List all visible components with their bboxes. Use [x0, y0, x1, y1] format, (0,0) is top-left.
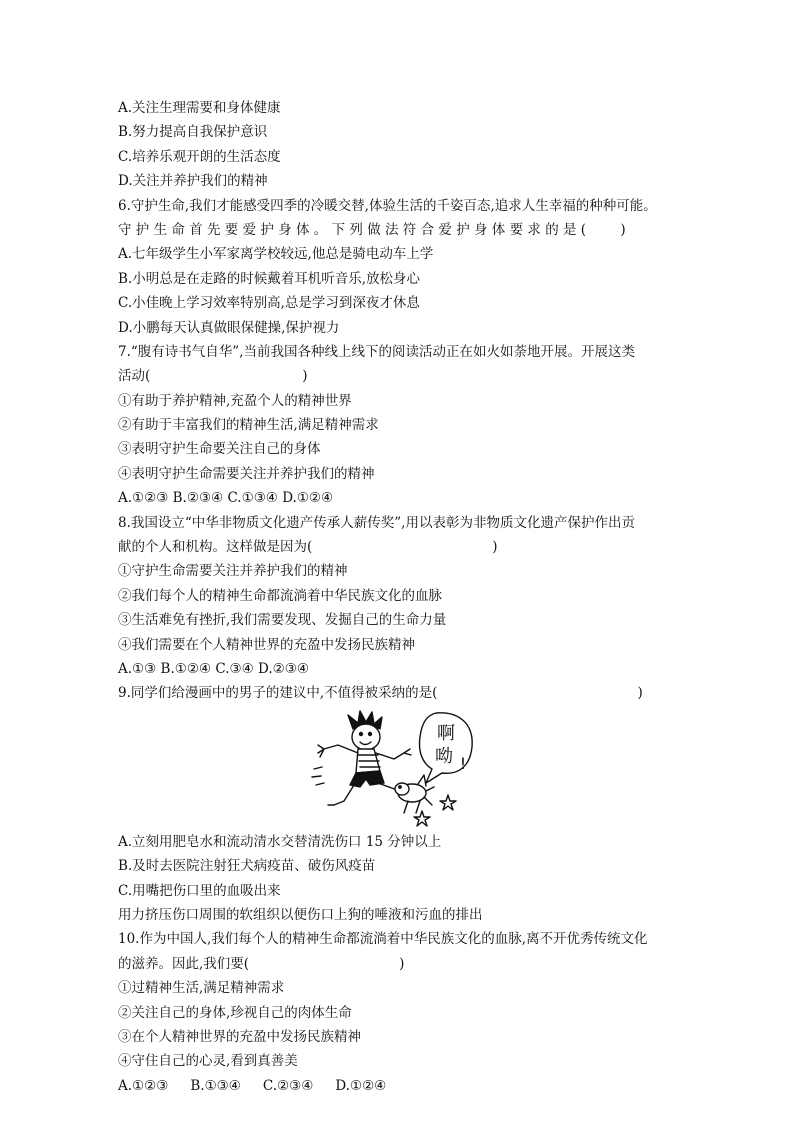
q7-item-3: ③表明守护生命要关注自己的身体: [118, 441, 321, 458]
question-5-options: [118, 96, 688, 194]
q10-choice-b: B.①③④: [190, 1077, 241, 1094]
q6-stem-line1: 6.守护生命,我们才能感受四季的冷暖交替,体验生活的千姿百态,追求人生幸福的种种可能。: [118, 197, 657, 214]
q7-item-2: ②有助于丰富我们的精神生活,满足精神需求: [118, 417, 379, 434]
q10-item-1: ①过精神生活,满足精神需求: [118, 980, 285, 997]
q8-item-1: ①守护生命需要关注并养护我们的精神: [118, 563, 348, 580]
q5-option-c: C.培养乐观开朗的生活态度: [118, 148, 281, 165]
question-9: [118, 681, 688, 927]
q10-stem-line1: 10.作为中国人,我们每个人的精神生命都流淌着中华民族文化的血脉,离不开优秀传统文化: [118, 931, 648, 948]
q9-stem: [118, 681, 688, 705]
q6-option-a: A.七年级学生小军家离学校较远,他总是骑电动车上学: [118, 246, 434, 263]
q7-item-1: ①有助于养护精神,充盈个人的精神世界: [118, 392, 352, 409]
q10-item-3: ③在个人精神世界的充盈中发扬民族精神: [118, 1028, 361, 1045]
q5-option-d: D.关注并养护我们的精神: [118, 173, 268, 190]
q9-option-a: A.立刻用肥皂水和流动清水交替清洗伤口 15 分钟以上: [118, 833, 442, 850]
q10-choice-d: D.①②④: [335, 1077, 387, 1094]
q7-paren-close: ): [302, 368, 308, 385]
q10-stem-text: 的滋养。因此,我们要(: [118, 955, 250, 972]
question-10: [118, 927, 688, 1098]
q8-item-3: ③生活难免有挫折,我们需要发现、发掘自己的生命力量: [118, 612, 447, 629]
q7-stem-line1: 7.“腹有诗书气自华”,当前我国各种线上线下的阅读活动正在如火如荼地开展。开展这类: [118, 343, 635, 360]
question-6: [118, 194, 688, 340]
q5-option-a: A.关注生理需要和身体健康: [118, 100, 281, 116]
dog-bite-cartoon: [118, 709, 688, 827]
q6-stem-text: 守护生命首先要爱护身体。下列做法符合爱护身体要求的是(: [118, 221, 591, 238]
q10-item-2: ②关注自己的身体,珍视自己的肉体生命: [118, 1004, 352, 1021]
q6-option-d: D.小鹏每天认真做眼保健操,保护视力: [118, 319, 340, 336]
q6-option-b: B.小明总是在走路的时候戴着耳机听音乐,放松身心: [118, 270, 421, 287]
q9-option-d: 用力挤压伤口周围的软组织以便伤口上狗的唾液和污血的排出: [118, 906, 483, 923]
q8-paren-close: ): [492, 539, 498, 556]
cartoon-text-3: !: [459, 753, 467, 773]
cartoon-illustration: [308, 709, 478, 827]
q10-choice-c: C.②③④: [262, 1077, 314, 1094]
q8-item-2: ②我们每个人的精神生命都流淌着中华民族文化的血脉: [118, 587, 442, 604]
q10-stem-line2: [118, 952, 688, 976]
q8-choices: A.①③ B.①②④ C.③④ D.②③④: [118, 660, 309, 677]
q6-paren-close: ): [620, 221, 626, 238]
q6-stem-line2: [118, 218, 688, 242]
q9-stem-text: 9.同学们给漫画中的男子的建议中,不值得被采纳的是(: [118, 685, 438, 702]
cartoon-text-2: 呦: [435, 745, 453, 767]
q10-choices: [118, 1074, 688, 1098]
q8-item-4: ④我们需要在个人精神世界的充盈中发扬民族精神: [118, 636, 415, 653]
q5-option-b: B.努力提高自我保护意识: [118, 124, 268, 141]
q7-item-4: ④表明守护生命需要关注并养护我们的精神: [118, 465, 375, 482]
q7-stem-text: 活动(: [118, 368, 151, 385]
q8-stem-line2: [118, 535, 688, 559]
q8-stem-line1: 8.我国设立“中华非物质文化遗产传承人薪传奖”,用以表彰为非物质文化遗产保护作出贡: [118, 514, 635, 531]
q7-choices: A.①②③ B.②③④ C.①③④ D.①②④: [118, 490, 334, 507]
q9-paren-close: ): [637, 685, 643, 702]
q7-stem-line2: [118, 364, 688, 388]
q9-option-b: B.及时去医院注射狂犬病疫苗、破伤风疫苗: [118, 858, 376, 875]
question-8: [118, 511, 688, 682]
q8-stem-text: 献的个人和机构。这样做是因为(: [118, 539, 313, 556]
exam-page: [118, 96, 688, 1098]
q9-option-c: C.用嘴把伤口里的血吸出来: [118, 882, 281, 899]
q10-choice-a: A.①②③: [118, 1077, 169, 1094]
q10-paren-close: ): [399, 955, 405, 972]
question-7: [118, 340, 688, 511]
q6-option-c: C.小佳晚上学习效率特别高,总是学习到深夜才休息: [118, 295, 420, 312]
q10-item-4: ④守住自己的心灵,看到真善美: [118, 1053, 298, 1070]
cartoon-text-1: 啊: [437, 722, 455, 744]
